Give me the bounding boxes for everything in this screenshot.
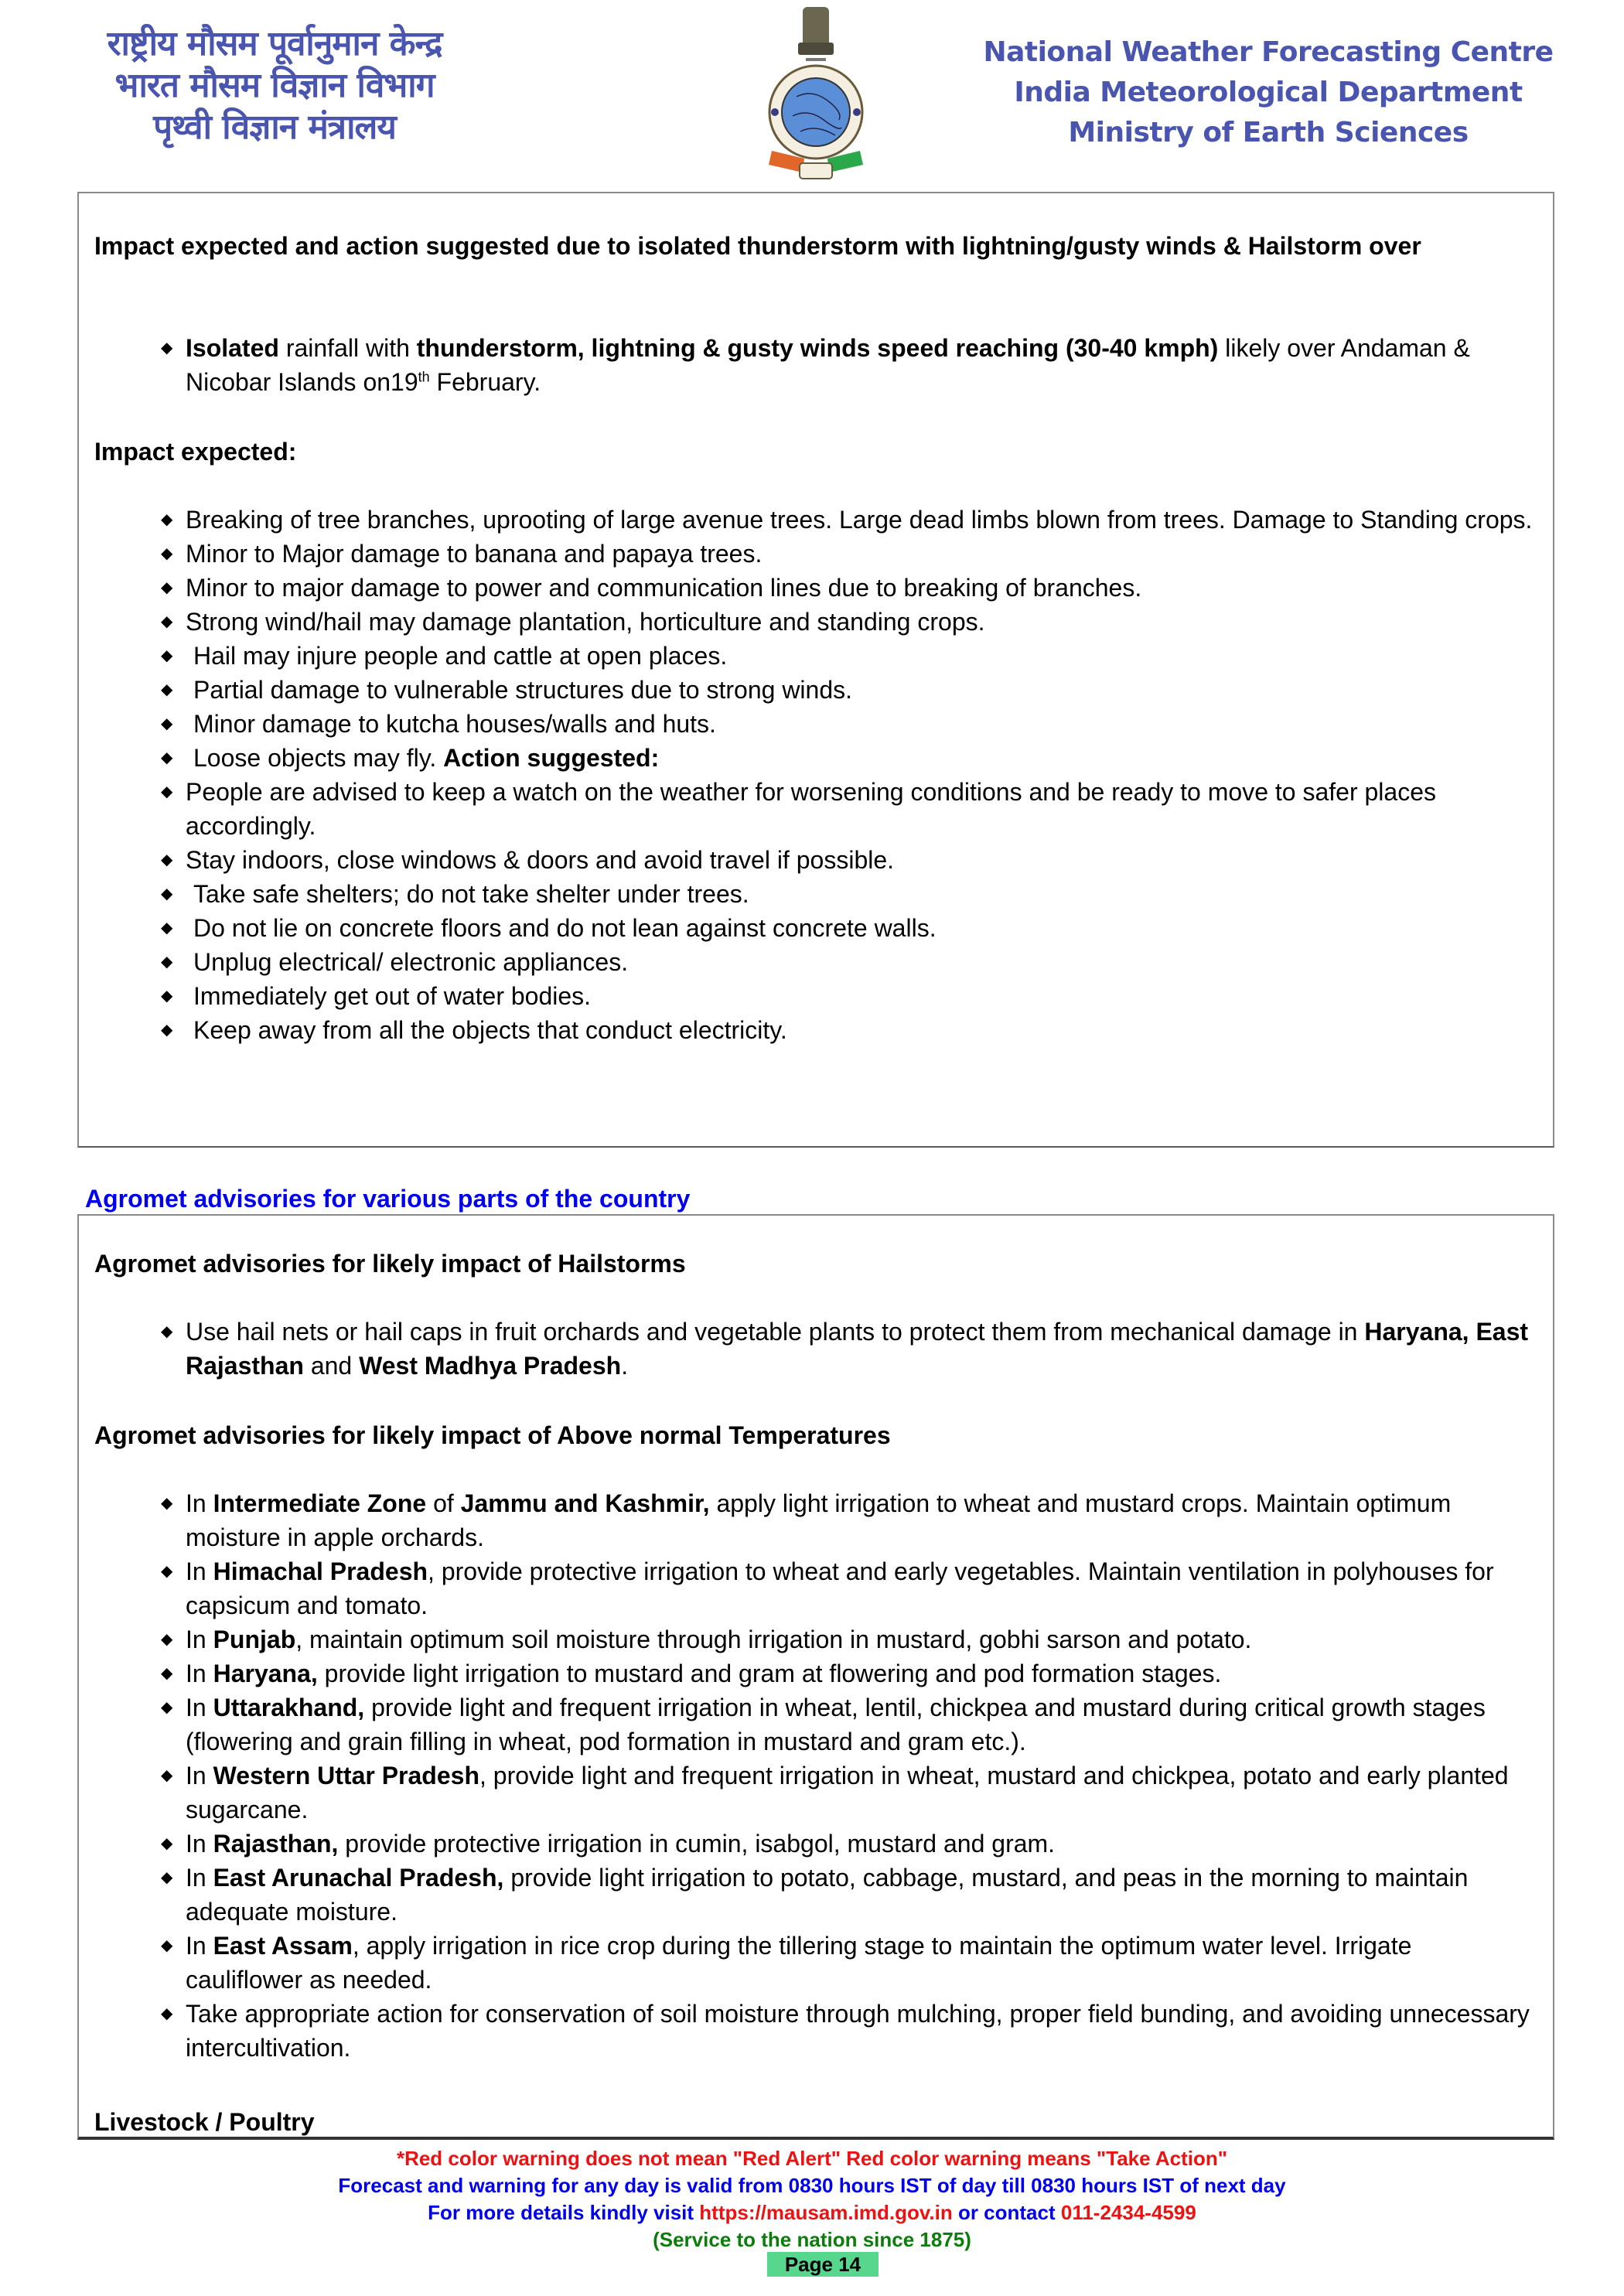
action-item: ◆ Keep away from all the objects that conduct electricity. [79, 1013, 1548, 1047]
diamond-bullet-icon: ◆ [161, 1022, 173, 1039]
livestock-poultry-heading: Livestock / Poultry [94, 2108, 315, 2136]
action-item: ◆ People are advised to keep a watch on the weather for worsening conditions and be ready to move to safer places accordingly. [79, 775, 1548, 843]
temperature-advisory-list [79, 1486, 1548, 2065]
diamond-bullet-icon: ◆ [161, 579, 173, 596]
english-line-2: India Meteorological Department [1014, 77, 1523, 108]
impact-list [79, 503, 1548, 1047]
impact-item: ◆ Minor to Major damage to banana and papaya trees. [79, 537, 1548, 571]
diamond-bullet-icon: ◆ [161, 1563, 173, 1580]
agromet-section-title: Agromet advisories for various parts of the country [85, 1185, 691, 1213]
english-org-title [982, 32, 1554, 153]
diamond-bullet-icon: ◆ [161, 681, 173, 698]
diamond-bullet-icon: ◆ [161, 1767, 173, 1784]
diamond-bullet-icon: ◆ [161, 885, 173, 902]
service-tagline: (Service to the nation since 1875) [653, 2228, 971, 2251]
diamond-bullet-icon: ◆ [161, 783, 173, 800]
impact-item: ◆ Partial damage to vulnerable structures due to strong winds. [79, 673, 1548, 707]
temperature-advisory-item: ◆ In Haryana, provide light irrigation to mustard and gram at flowering and pod formation stages. [79, 1656, 1548, 1690]
temperature-advisory-item: ◆ In Rajasthan, provide protective irrigation in cumin, isabgol, mustard and gram. [79, 1827, 1548, 1861]
forecast-list [79, 331, 1548, 399]
diamond-bullet-icon: ◆ [161, 2005, 173, 2022]
english-line-1: National Weather Forecasting Centre [983, 36, 1554, 68]
english-line-3: Ministry of Earth Sciences [1068, 117, 1469, 148]
diamond-bullet-icon: ◆ [161, 1323, 173, 1340]
diamond-bullet-icon: ◆ [161, 954, 173, 971]
action-item: ◆ Take safe shelters; do not take shelter under trees. [79, 877, 1548, 911]
diamond-bullet-icon: ◆ [161, 1699, 173, 1716]
diamond-bullet-icon: ◆ [161, 1665, 173, 1682]
hindi-line-3: पृथ्वी विज्ञान मंत्रालय [153, 107, 396, 147]
diamond-bullet-icon: ◆ [161, 919, 173, 936]
impact-item: ◆ Minor to major damage to power and communication lines due to breaking of branches. [79, 571, 1548, 605]
temperature-advisory-item: ◆ In Western Uttar Pradesh, provide light and frequent irrigation in wheat, mustard and chickpea, potato and early planted sugarcane. [79, 1759, 1548, 1827]
phone-number: 011-2434-4599 [1060, 2201, 1196, 2224]
hailstorm-advisory-list [79, 1315, 1548, 1383]
imd-emblem-icon [766, 4, 866, 186]
temperature-advisory-item: ◆ In Intermediate Zone of Jammu and Kashmir, apply light irrigation to wheat and mustard crops. Maintain optimum moisture in apple orchards. [79, 1486, 1548, 1554]
diamond-bullet-icon: ◆ [161, 339, 173, 357]
temperature-advisory-item: ◆ In Himachal Pradesh, provide protective irrigation to wheat and early vegetables. Maintain ventilation in polyhouses for capsicum and tomato. [79, 1554, 1548, 1622]
temperature-advisory-item: ◆ Take appropriate action for conservation of soil moisture through mulching, proper field bunding, and avoiding unnecessary intercultivation. [79, 1997, 1548, 2065]
impact-action-heading: Impact expected and action suggested due to isolated thunderstorm with lightning/gusty winds & Hailstorm over [94, 232, 1421, 260]
hindi-line-2: भारत मौसम विज्ञान विभाग [114, 66, 435, 105]
impact-expected-heading: Impact expected: [94, 438, 297, 466]
impact-item: ◆ Minor damage to kutcha houses/walls and huts. [79, 707, 1548, 741]
temperature-advisory-item: ◆ In Uttarakhand, provide light and frequent irrigation in wheat, lentil, chickpea and mustard during critical growth stages (flowering and grain filling in wheat, pod formation in mustard and gram etc.). [79, 1690, 1548, 1759]
diamond-bullet-icon: ◆ [161, 1631, 173, 1648]
impact-item: ◆ Strong wind/hail may damage plantation, horticulture and standing crops. [79, 605, 1548, 639]
diamond-bullet-icon: ◆ [161, 1937, 173, 1954]
validity-note: Forecast and warning for any day is valid from 0830 hours IST of day till 0830 hours IST of next day [338, 2174, 1286, 2197]
diamond-bullet-icon: ◆ [161, 749, 173, 766]
action-item: ◆ Stay indoors, close windows & doors and avoid travel if possible. [79, 843, 1548, 877]
diamond-bullet-icon: ◆ [161, 715, 173, 732]
diamond-bullet-icon: ◆ [161, 511, 173, 528]
hindi-line-1: राष्ट्रीय मौसम पूर्वानुमान केन्द्र [107, 24, 442, 63]
hindi-org-title [54, 23, 495, 148]
diamond-bullet-icon: ◆ [161, 647, 173, 664]
impact-item: ◆ Breaking of tree branches, uprooting of large avenue trees. Large dead limbs blown from trees. Damage to Standing crops. [79, 503, 1548, 537]
action-item: ◆ Unplug electrical/ electronic appliances. [79, 945, 1548, 979]
temperature-advisory-item: ◆ In Punjab, maintain optimum soil moisture through irrigation in mustard, gobhi sarson and potato. [79, 1622, 1548, 1656]
diamond-bullet-icon: ◆ [161, 613, 173, 630]
diamond-bullet-icon: ◆ [161, 851, 173, 868]
agromet-advisories-box [77, 1214, 1554, 2140]
impact-item: ◆ Hail may injure people and cattle at open places. [79, 639, 1548, 673]
page-number-badge: Page 14 [767, 2252, 879, 2277]
temperature-advisory-heading: Agromet advisories for likely impact of Above normal Temperatures [94, 1421, 891, 1449]
diamond-bullet-icon: ◆ [161, 545, 173, 562]
diamond-bullet-icon: ◆ [161, 988, 173, 1005]
diamond-bullet-icon: ◆ [161, 1835, 173, 1852]
thunderstorm-impact-box [77, 192, 1554, 1148]
diamond-bullet-icon: ◆ [161, 1869, 173, 1886]
red-warning-note: *Red color warning does not mean "Red Alert" Red color warning means "Take Action" [396, 2147, 1228, 2170]
temperature-advisory-item: ◆ In East Assam, apply irrigation in rice crop during the tillering stage to maintain the optimum water level. Irrigate cauliflower as needed. [79, 1929, 1548, 1997]
action-item: ◆ Do not lie on concrete floors and do not lean against concrete walls. [79, 911, 1548, 945]
action-suggested-heading: Action suggested: [443, 744, 660, 772]
diamond-bullet-icon: ◆ [161, 1495, 173, 1512]
hailstorm-advisory-item: ◆ Use hail nets or hail caps in fruit orchards and vegetable plants to protect them from mechanical damage in Haryana, East Rajasthan and West Madhya Pradesh. [79, 1315, 1548, 1383]
hailstorm-advisory-heading: Agromet advisories for likely impact of Hailstorms [94, 1250, 686, 1278]
page-header [0, 0, 1624, 189]
forecast-item: ◆ Isolated rainfall with thunderstorm, lightning & gusty winds speed reaching (30-40 kmph) likely over Andaman & Nicobar Islands on19th February. [79, 331, 1548, 399]
action-item: ◆ Immediately get out of water bodies. [79, 979, 1548, 1013]
contact-line: For more details kindly visit https://mausam.imd.gov.in or contact 011-2434-4599 [428, 2201, 1196, 2224]
impact-item-loose-objects: ◆ Loose objects may fly. Action suggested: [79, 741, 1548, 775]
temperature-advisory-item: ◆ In East Arunachal Pradesh, provide light irrigation to potato, cabbage, mustard, and peas in the morning to maintain adequate moisture. [79, 1861, 1548, 1929]
website-link[interactable]: https://mausam.imd.gov.in [699, 2201, 953, 2224]
